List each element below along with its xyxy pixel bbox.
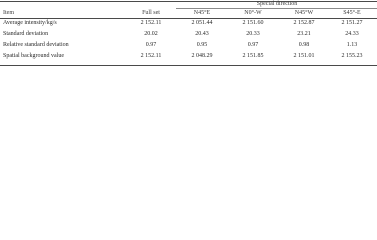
data-table	[0, 0, 377, 67]
column-header: N45°E	[193, 10, 211, 16]
table-cell: 23.21	[297, 31, 311, 37]
table-bottom-rule	[0, 65, 377, 66]
table-cell: 2 155.23	[341, 53, 363, 59]
stub-header: Item	[3, 10, 14, 16]
table-cell: 0.95	[196, 42, 208, 48]
column-header: N0°-W	[244, 10, 262, 16]
table-cell: 2 152.87	[293, 20, 315, 26]
group-header: Special direction	[256, 1, 298, 7]
table-cell: 2 151.60	[242, 20, 264, 26]
row-label: Standard deviation	[3, 31, 49, 37]
table-cell: 20.02	[144, 31, 158, 37]
table-cell: 24.33	[345, 31, 359, 37]
table-cell: 0.97	[145, 42, 157, 48]
row-label: Average intensity/kg/s	[3, 20, 57, 26]
table-cell: 20.33	[246, 31, 260, 37]
column-header: N45°W	[294, 10, 314, 16]
table-cell: 2 051.44	[191, 20, 213, 26]
table-cell: 0.98	[298, 42, 310, 48]
table-cell: 2 152.11	[140, 20, 162, 26]
table-cell: 2 152.11	[140, 53, 162, 59]
table-cell: 2 048.29	[191, 53, 213, 59]
table-cell: 20.43	[195, 31, 209, 37]
table-cell: 0.97	[247, 42, 259, 48]
table-cell: 1.13	[346, 42, 358, 48]
table-cell: 2 151.85	[242, 53, 264, 59]
column-header: S45°-E	[343, 10, 361, 16]
column-header: Full set	[142, 10, 160, 16]
row-label: Relative standard deviation	[3, 42, 69, 48]
row-label: Spatial background value	[3, 53, 64, 59]
table-cell: 2 151.27	[341, 20, 363, 26]
table-cell: 2 151.01	[293, 53, 315, 59]
